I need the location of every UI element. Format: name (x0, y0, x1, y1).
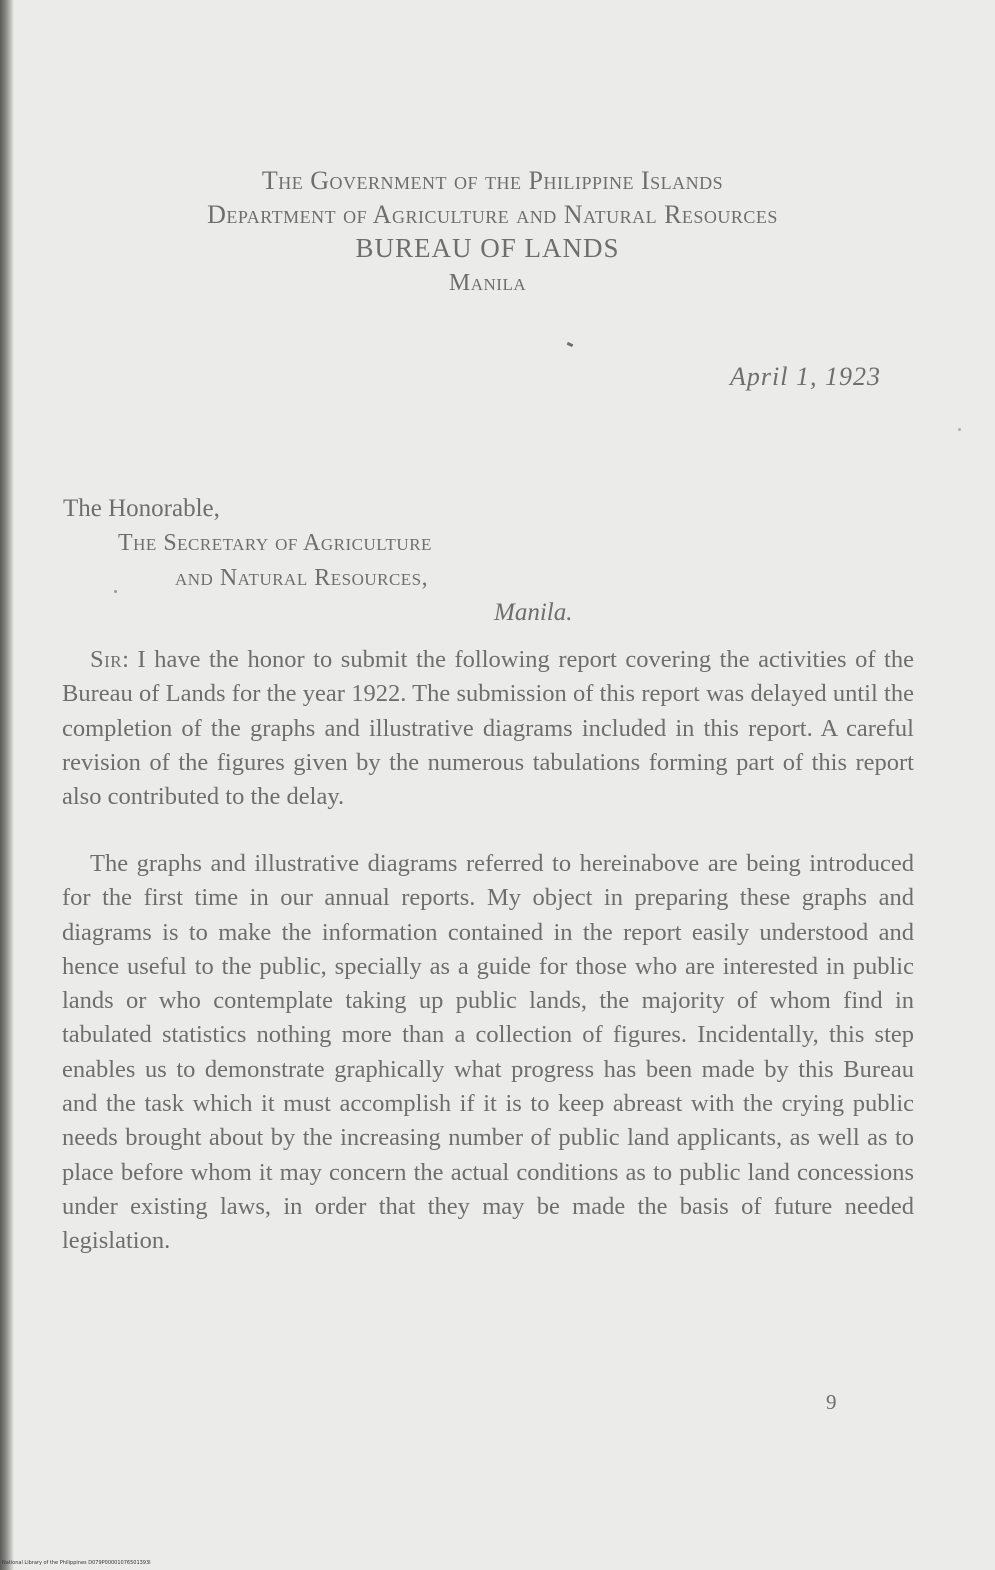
ink-speck (567, 342, 574, 347)
header-department: Department of Agriculture and Natural Resources (207, 200, 778, 229)
address-title-line2: and Natural Resources, (175, 565, 429, 591)
body-paragraph-1 (62, 643, 914, 814)
header-city: Manila (448, 270, 527, 296)
ink-speck (114, 590, 117, 593)
address-city: Manila. (494, 599, 573, 626)
salutation-sir: Sir (90, 646, 123, 673)
header-bureau: BUREAU OF LANDS (355, 233, 620, 263)
address-salutation: The Honorable, (63, 495, 220, 522)
ink-speck (958, 428, 961, 431)
address-title-line1: The Secretary of Agriculture (118, 530, 432, 556)
page-number: 9 (826, 1390, 837, 1414)
scan-footer: National Library of the Philippines D079P00001076501393I (2, 1560, 151, 1566)
paragraph-1-text: : I have the honor to submit the following report covering the activities of the Bureau of Lands for the year 1922. The submission of this report was delayed until the completion of the graphs and illustrative diagrams included in this report. A careful revision of the figures given by the numerous tabulations forming part of this report also contributed to the delay. (62, 646, 914, 811)
header-government: The Government of the Philippine Islands (261, 166, 724, 195)
body-paragraph-2: The graphs and illustrative diagrams referred to hereinabove are being introduced for the first time in our annual reports. My object in preparing these graphs and diagrams is to make the information contained in the report easily understood and hence useful to the public, specially as a guide for those who are interested in public lands or who contemplate taking up public lands, the majority of whom find in tabulated statistics nothing more than a collection of figures. Incidentally, this step enables us to demonstrate graphically what progress has been made by this Bureau and the task which it must accomplish if it is to keep abreast with the crying public needs brought about by the increasing number of public land applicants, as well as to place before whom it may concern the actual conditions as to public land concessions under existing laws, in order that they may be made the basis of future needed legislation. (62, 850, 914, 1255)
letter-date: April 1, 1923 (730, 362, 881, 391)
